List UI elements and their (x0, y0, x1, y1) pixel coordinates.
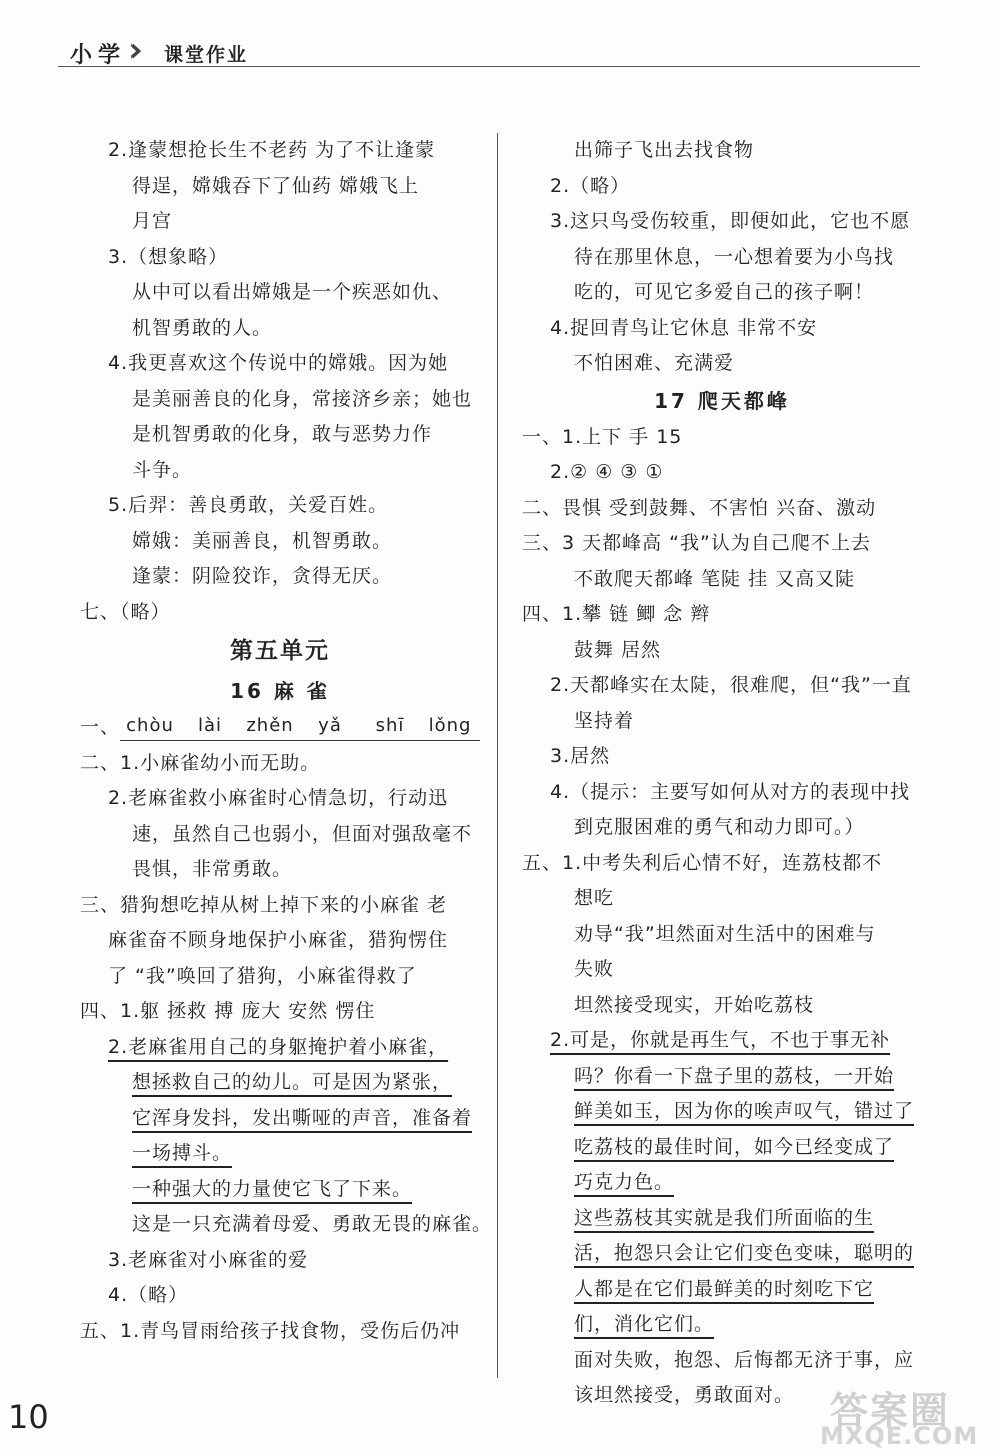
answer-line: 2.老麻雀救小麻雀时心情急切，行动迅 (108, 787, 449, 809)
answer-line: 一、1.上下 手 15 (522, 425, 683, 448)
answer-line: 五、1.中考失利后心情不好，连荔枝都不 (522, 851, 883, 874)
answer-line: 2.可是，你就是再生气，不也于事无补 (550, 1029, 891, 1051)
pinyin-item: lài (180, 714, 240, 741)
answer-line: 五、1.青鸟冒雨给孩子找食物，受伤后仍冲 (80, 1319, 461, 1342)
header-title: 课堂作业 (164, 44, 249, 66)
left-answers-part2 (80, 746, 493, 1350)
pinyin-item: shī (360, 714, 420, 741)
answer-line: 2.（略） (550, 174, 631, 197)
answer-line: 吗？你看一下盘子里的荔枝，一开始 (574, 1064, 895, 1087)
answer-line: 不怕困难、充满爱 (574, 352, 735, 374)
header-rule (58, 66, 920, 67)
answer-line: 二、畏惧 受到鼓舞、不害怕 兴奋、激动 (522, 496, 877, 519)
answer-line: 3.老麻雀对小麻雀的爱 (108, 1248, 309, 1271)
answer-line: 了 “我”唤回了猎狗，小麻雀得救了 (108, 964, 417, 987)
answer-line: 四、1.攀 链 鲫 念 辫 (522, 603, 711, 625)
left-answers-part1 (80, 133, 480, 630)
answer-line: 劝导“我”坦然面对生活中的困难与 (574, 922, 876, 945)
pinyin-item: yǎ (300, 714, 360, 741)
unit-title: 第五单元 (230, 638, 330, 664)
answer-line: 畏惧，非常勇敢。 (132, 858, 293, 880)
answer-line: 这些荔枝其实就是我们所面临的生 (574, 1206, 875, 1229)
watermark-url: MXQE.COM (820, 1422, 979, 1450)
answer-line: 4.捉回青鸟让它休息 非常不安 (550, 316, 818, 339)
answer-line: 鲜美如玉，因为你的唉声叹气，错过了 (574, 1100, 915, 1122)
answer-line: 出筛子飞出去找食物 (574, 139, 755, 161)
answer-line: 从中可以看出嫦娥是一个疾恶如仇、 (132, 281, 453, 303)
answer-line: 速，虽然自己也弱小，但面对强敌毫不 (132, 822, 473, 845)
header-brand: 小学 (70, 43, 127, 68)
answer-line: 失败 (574, 958, 615, 980)
answer-line: 3.这只鸟受伤较重，即便如此，它也不愿 (550, 210, 911, 232)
answer-line: 七、（略） (80, 600, 171, 623)
answer-line: 2.② ④ ③ ① (550, 461, 664, 483)
answer-line: 二、1.小麻雀幼小而无助。 (80, 751, 321, 774)
answer-line: 人都是在它们最鲜美的时刻吃下它 (574, 1277, 875, 1300)
answer-line: 想吃 (574, 887, 615, 909)
answer-line: 麻雀奋不顾身地保护小麻雀，猎狗愣住 (108, 929, 449, 951)
answer-line: 5.后羿：善良勇敢，关爱百姓。 (108, 494, 389, 516)
answer-line: 斗争。 (132, 458, 193, 481)
answer-line: 一种强大的力量使它飞了下来。 (132, 1177, 413, 1200)
lesson16-title: 16 麻 雀 (230, 679, 330, 703)
answer-line: 月宫 (132, 210, 173, 232)
answer-line: 活，抱怨只会让它们变色变味，聪明的 (574, 1242, 915, 1264)
answer-line: 待在那里休息，一心想着要为小鸟找 (574, 245, 895, 268)
page-header (58, 30, 920, 70)
answer-line: 机智勇敢的人。 (132, 316, 273, 339)
answer-line: 得逞，嫦娥吞下了仙药 嫦娥飞上 (132, 174, 420, 197)
answer-line: 想拯救自己的幼儿。可是因为紧张， (132, 1071, 453, 1093)
right-column (522, 133, 922, 1414)
answer-line: 4.（提示：主要写如何从对方的表现中找 (550, 780, 911, 803)
pinyin-answer-row (80, 710, 480, 746)
answer-line: 四、1.躯 拯救 搏 庞大 安然 愣住 (80, 1000, 376, 1022)
answer-line: 该坦然接受，勇敢面对。 (574, 1384, 795, 1406)
pinyin-item: lǒng (420, 714, 480, 741)
answer-line: 面对失败，抱怨、后悔都无济于事，应 (574, 1348, 915, 1371)
answer-line: 4.（略） (108, 1284, 189, 1306)
page-number: 10 (8, 1398, 49, 1436)
right-answers-part1 (522, 133, 922, 382)
answer-line: 吃荔枝的最佳时间，如今已经变成了 (574, 1135, 895, 1158)
answer-line: 是美丽善良的化身，常接济乡亲；她也 (132, 387, 473, 410)
answer-line: 3.（想象略） (108, 245, 229, 268)
answer-line: 鼓舞 居然 (574, 638, 662, 661)
answer-line: 3.居然 (550, 745, 611, 767)
answer-line: 吃的，可见它多爱自己的孩子啊！ (574, 281, 875, 303)
answer-line: 巧克力色。 (574, 1171, 675, 1193)
answer-line: 坦然接受现实，开始吃荔枝 (574, 993, 815, 1016)
answer-line: 逢蒙：阴险狡诈，贪得无厌。 (132, 565, 393, 587)
column-divider (497, 133, 498, 1378)
answer-line: 们，消化它们。 (574, 1313, 715, 1335)
answer-line: 这是一只充满着母爱、勇敢无畏的麻雀。 (132, 1213, 493, 1235)
answer-line: 一场搏斗。 (132, 1142, 233, 1164)
answer-line: 三、猎狗想吃掉从树上掉下来的小麻雀 老 (80, 893, 448, 916)
answer-line: 是机智勇敢的化身，敢与恶势力作 (132, 423, 433, 445)
right-answers-part2 (522, 420, 922, 1414)
answer-line: 2.逢蒙想抢长生不老药 为了不让逢蒙 (108, 139, 436, 161)
answer-line: 2.老麻雀用自己的身躯掩护着小麻雀， (108, 1035, 449, 1058)
answer-line: 2.天都峰实在太陡，很难爬，但“我”一直 (550, 674, 912, 696)
answer-line: 嫦娥：美丽善良，机智勇敢。 (132, 529, 393, 552)
pinyin-item: zhěn (240, 714, 300, 741)
answer-line: 到克服困难的勇气和动力即可。） (574, 816, 865, 838)
left-column (80, 133, 493, 1349)
answer-line: 坚持着 (574, 709, 635, 732)
pinyin-prefix: 一、 (80, 716, 121, 738)
pinyin-item: chòu (120, 714, 180, 741)
watermark-logo (800, 1380, 990, 1450)
watermark-main: 答案圈 (830, 1389, 951, 1433)
lesson17-title: 17 爬天都峰 (654, 388, 790, 413)
answer-line: 4.我更喜欢这个传说中的嫦娥。因为她 (108, 352, 449, 374)
double-chevron-icon: ›› (128, 30, 132, 70)
answer-line: 不敢爬天都峰 笔陡 挂 又高又陡 (574, 567, 856, 590)
answer-line: 三、3 天都峰高 “我”认为自己爬不上去 (522, 532, 871, 554)
answer-line: 它浑身发抖，发出嘶哑的声音，准备着 (132, 1106, 473, 1129)
